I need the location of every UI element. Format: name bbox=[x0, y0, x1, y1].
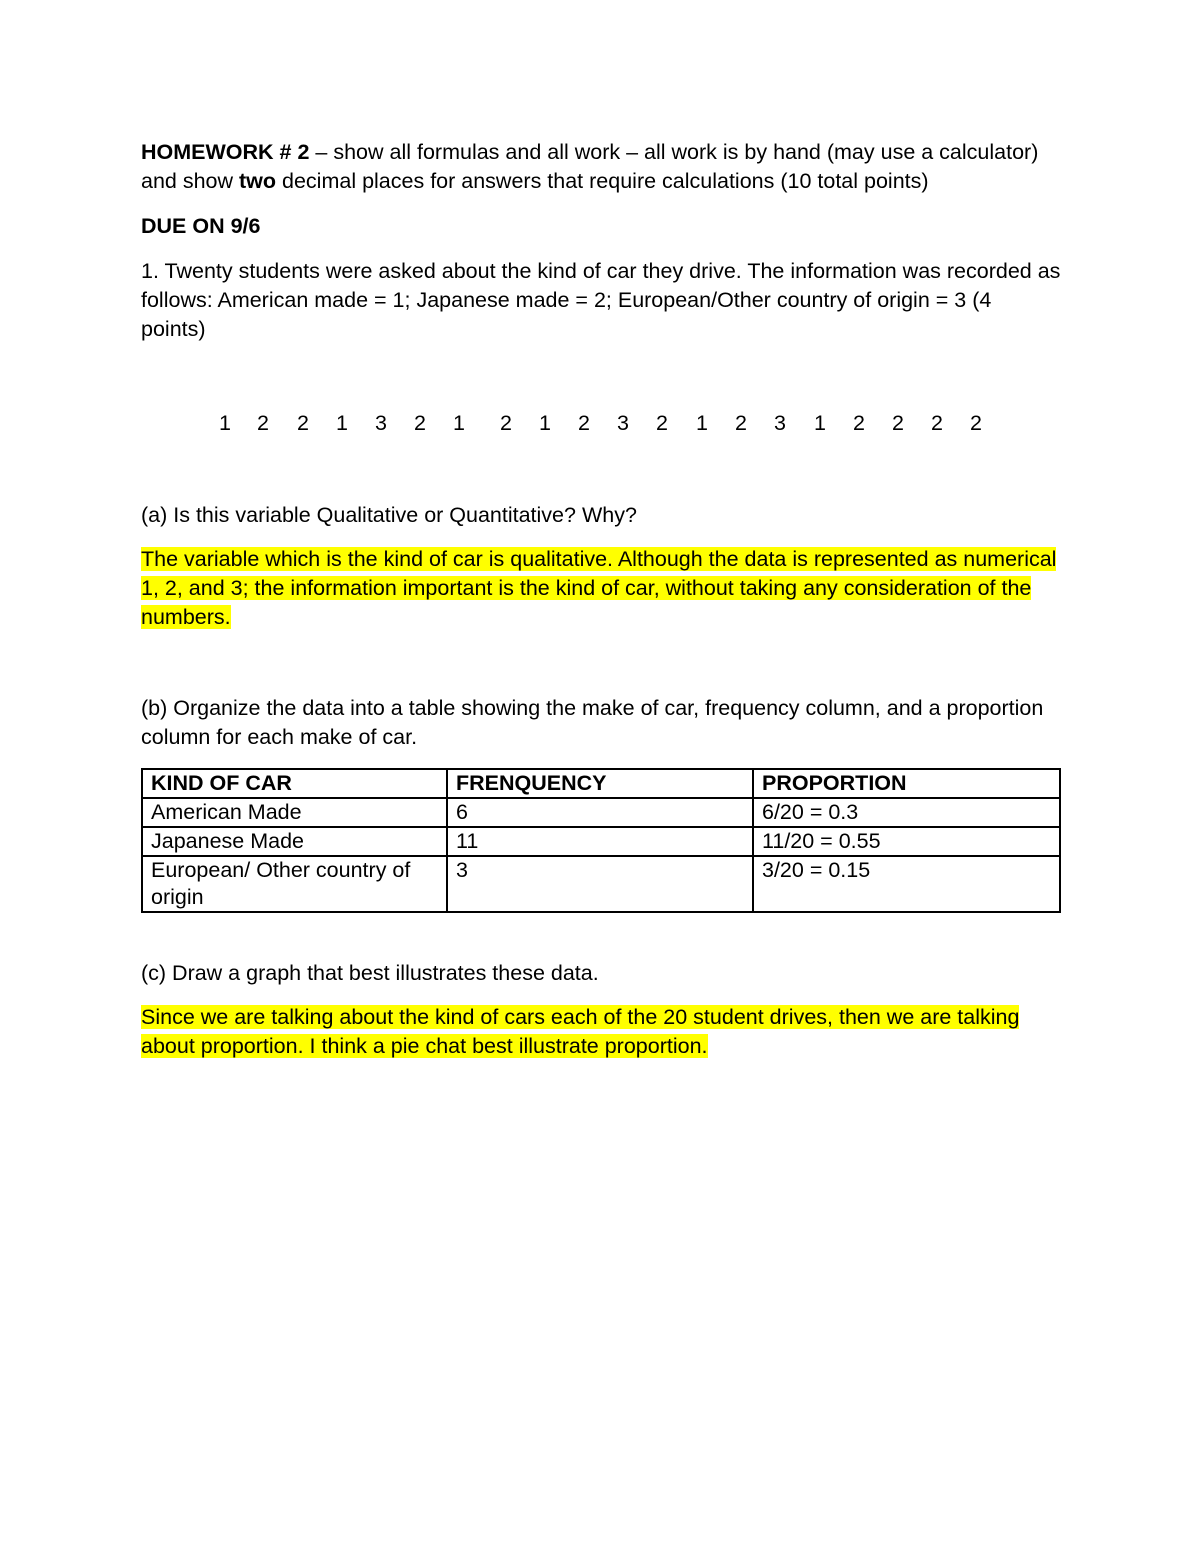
data-value: 1 bbox=[336, 411, 348, 435]
table-row bbox=[142, 827, 1060, 856]
car-frequency-table bbox=[141, 768, 1061, 913]
instructions-text-2: decimal places for answers that require calculations (10 total points) bbox=[276, 169, 929, 193]
answer-c bbox=[141, 1003, 1061, 1061]
header-proportion: PROPORTION bbox=[753, 769, 1060, 798]
answer-c-text: Since we are talking about the kind of cars each of the 20 student drives, then we are talking about proportion. I think a pie chat best illustrate proportion. bbox=[141, 1005, 1020, 1058]
answer-a bbox=[141, 545, 1061, 632]
cell-kind: Japanese Made bbox=[142, 827, 447, 856]
data-value: 2 bbox=[735, 411, 747, 435]
data-values-row bbox=[141, 409, 1061, 439]
data-value: 1 bbox=[696, 411, 708, 435]
homework-instructions bbox=[141, 138, 1061, 196]
data-value: 3 bbox=[774, 411, 786, 435]
table-row bbox=[142, 856, 1060, 912]
data-value: 1 bbox=[539, 411, 551, 435]
data-value: 2 bbox=[578, 411, 590, 435]
homework-title: HOMEWORK # 2 bbox=[141, 140, 310, 164]
table-header-row bbox=[142, 769, 1060, 798]
data-value: 2 bbox=[931, 411, 943, 435]
data-value: 1 bbox=[453, 411, 465, 435]
data-value: 2 bbox=[414, 411, 426, 435]
instructions-text-1: – show all formulas and all work – all work is by hand (may use a calculator) and show bbox=[141, 140, 1039, 193]
data-value: 2 bbox=[297, 411, 309, 435]
data-value: 1 bbox=[219, 411, 231, 435]
cell-proportion: 3/20 = 0.15 bbox=[753, 856, 1060, 912]
cell-frequency: 3 bbox=[447, 856, 753, 912]
instructions-emphasis: two bbox=[239, 169, 277, 193]
due-date: DUE ON 9/6 bbox=[141, 214, 261, 238]
cell-proportion: 11/20 = 0.55 bbox=[753, 827, 1060, 856]
data-value: 2 bbox=[970, 411, 982, 435]
question-c: (c) Draw a graph that best illustrates these data. bbox=[141, 961, 599, 985]
document-page bbox=[141, 138, 1061, 1061]
cell-kind: American Made bbox=[142, 798, 447, 827]
cell-proportion: 6/20 = 0.3 bbox=[753, 798, 1060, 827]
data-value: 1 bbox=[814, 411, 826, 435]
question-a: (a) Is this variable Qualitative or Quantitative? Why? bbox=[141, 503, 637, 527]
header-frequency: FRENQUENCY bbox=[447, 769, 753, 798]
header-kind-of-car: KIND OF CAR bbox=[142, 769, 447, 798]
question-1: 1. Twenty students were asked about the kind of car they drive. The information was recorded as follows: American made = 1; Japanese made = 2; European/Other country of origin = 3 (4 points) bbox=[141, 259, 1061, 341]
cell-frequency: 6 bbox=[447, 798, 753, 827]
data-value: 2 bbox=[257, 411, 269, 435]
question-b: (b) Organize the data into a table showing the make of car, frequency column, and a proportion column for each make of car. bbox=[141, 696, 1044, 749]
data-value: 2 bbox=[656, 411, 668, 435]
data-value: 2 bbox=[500, 411, 512, 435]
table-row bbox=[142, 798, 1060, 827]
data-value: 2 bbox=[853, 411, 865, 435]
data-value: 3 bbox=[617, 411, 629, 435]
data-value: 3 bbox=[375, 411, 387, 435]
cell-frequency: 11 bbox=[447, 827, 753, 856]
answer-a-text: The variable which is the kind of car is qualitative. Although the data is represented as numerical 1, 2, and 3; the information important is the kind of car, without taking any consideration of the numbers. bbox=[141, 547, 1057, 629]
cell-kind: European/ Other country of origin bbox=[142, 856, 447, 912]
data-value: 2 bbox=[892, 411, 904, 435]
